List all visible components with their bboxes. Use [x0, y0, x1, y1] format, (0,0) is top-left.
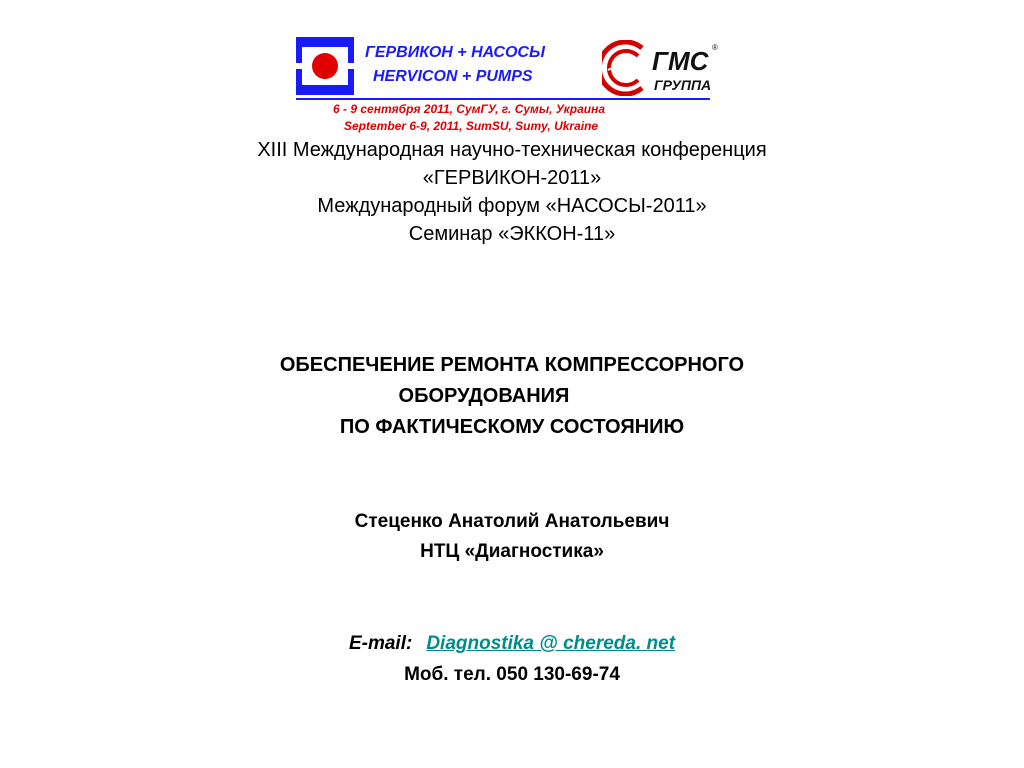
title-line: ПО ФАКТИЧЕСКОМУ СОСТОЯНИЮ [339, 416, 685, 438]
author-name: Стеценко Анатолий Анатольевич [354, 511, 670, 532]
email-row [0, 628, 1024, 659]
title-line: ОБОРУДОВАНИЯ [398, 385, 570, 407]
org-title-en: HERVICON + PUMPS [373, 68, 533, 85]
author-org: НТЦ «Диагностика» [420, 541, 604, 562]
email-label: E-mail: [348, 633, 413, 654]
org-title-ru: ГЕРВИКОН + НАСОСЫ [365, 44, 545, 61]
email-link[interactable]: Diagnostika @ chereda. net [426, 633, 676, 654]
gms-group-logo-icon [602, 40, 722, 96]
phone-line: Моб. тел. 050 130-69-74 [404, 664, 620, 685]
gms-logo-mark: ® [712, 43, 718, 52]
gms-logo-text: ГМС [652, 46, 709, 76]
conference-line: XIII Международная научно-техническая конференция [257, 139, 767, 161]
hervicon-logo-icon [296, 37, 354, 95]
header-divider [296, 98, 710, 100]
presentation-title [0, 350, 1024, 443]
conference-line: «ГЕРВИКОН-2011» [422, 167, 602, 189]
conference-block [0, 136, 1024, 248]
conference-line: Международный форум «НАСОСЫ-2011» [317, 195, 707, 217]
contact-block [0, 628, 1024, 690]
gms-logo-subtext: ГРУППА [654, 77, 712, 93]
event-date-ru: 6 - 9 сентября 2011, СумГУ, г. Сумы, Украина [333, 102, 605, 116]
author-block [0, 507, 1024, 567]
title-line: ОБЕСПЕЧЕНИЕ РЕМОНТА КОМПРЕССОРНОГО [279, 354, 745, 376]
conference-line: Семинар «ЭККОН-11» [408, 223, 616, 245]
event-date-en: September 6-9, 2011, SumSU, Sumy, Ukraine [344, 119, 599, 133]
